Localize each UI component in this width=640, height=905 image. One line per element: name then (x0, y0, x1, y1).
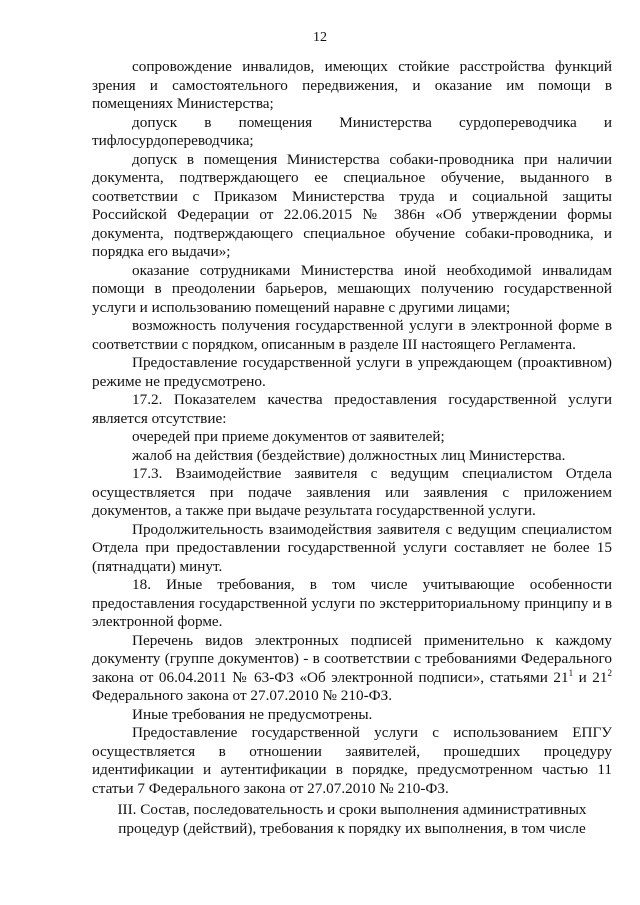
paragraph-escort: сопровождение инвалидов, имеющих стойкие расстройства функций зрения и самостоятельного передвижения, и оказание им помощи в помещениях Министерства; (92, 58, 612, 112)
section-heading-line-2: процедур (действий), требования к порядку их выполнения, в том числе (118, 820, 586, 837)
paragraph-signature-types (92, 632, 612, 706)
section-heading (92, 800, 612, 838)
signature-connector: и 21 (573, 668, 608, 686)
signature-tail: Федерального закона от 27.07.2010 № 210-ФЗ. (92, 687, 393, 704)
paragraph-no-complaints: жалоб на действия (бездействие) должностных лиц Министерства. (132, 446, 566, 464)
body-text (92, 58, 612, 798)
section-heading-line-1: III. Состав, последовательность и сроки выполнения административных (117, 801, 587, 818)
paragraph-18: 18. Иные требования, в том числе учитывающие особенности предоставления государственной услуги по экстерриториальному принципу и в электронной форме. (92, 576, 612, 630)
signature-text: Перечень видов электронных подписей применительно к каждому документу (группе документов) - в соответствии с требованиями Федерального закона от 06.04.2011 № 63-ФЗ «Об электронной подписи», статьями 21 (92, 631, 612, 686)
paragraph-proactive-mode: Предоставление государственной услуги в упреждающем (проактивном) режиме не предусмотрено. (92, 354, 612, 390)
page-number: 12 (313, 30, 327, 45)
paragraph-no-other-requirements: Иные требования не предусмотрены. (132, 705, 373, 723)
paragraph-guide-dog: допуск в помещения Министерства собаки-проводника при наличии документа, подтверждающего ее специальное обучение, выданного в соответствии с Приказом Министерства труда и социальной защиты Российской Федерации от 22.06.2015 № 386н «Об утверждении формы документа, подтверждающего специальное обучение собаки-проводника, и порядка его выдачи»; (92, 150, 612, 260)
superscript-2: 2 (607, 667, 612, 678)
paragraph-no-queues: очередей при приеме документов от заявителей; (132, 428, 445, 445)
paragraph-epgu: Предоставление государственной услуги с использованием ЕПГУ осуществляется в отношении заявителей, прошедших процедуру идентификации и аутентификации в порядке, предусмотренном частью 11 статьи 7 Федерального закона от 27.07.2010 № 210-ФЗ. (92, 724, 612, 797)
paragraph-sign-interpreter: допуск в помещения Министерства сурдопереводчика и тифлосурдопереводчика; (92, 113, 612, 149)
paragraph-duration: Продолжительность взаимодействия заявителя с ведущим специалистом Отдела при предоставлении государственной услуги составляет не более 15 (пятнадцати) минут. (92, 520, 612, 575)
paragraph-17-3: 17.3. Взаимодействие заявителя с ведущим специалистом Отдела осуществляется при подаче заявления или заявления с приложением документов, а также при выдаче результата государственной услуги. (92, 465, 612, 519)
paragraph-17-2: 17.2. Показателем качества предоставления государственной услуги является отсутствие: (92, 391, 612, 427)
paragraph-staff-assistance: оказание сотрудниками Министерства иной необходимой инвалидам помощи в преодолении барьеров, мешающих получению государственной услуги и использованию помещений наравне с другими лицами; (92, 261, 612, 316)
paragraph-electronic-form: возможность получения государственной услуги в электронной форме в соответствии с порядком, описанным в разделе III настоящего Регламента. (92, 317, 612, 353)
superscript-1: 1 (568, 667, 574, 678)
